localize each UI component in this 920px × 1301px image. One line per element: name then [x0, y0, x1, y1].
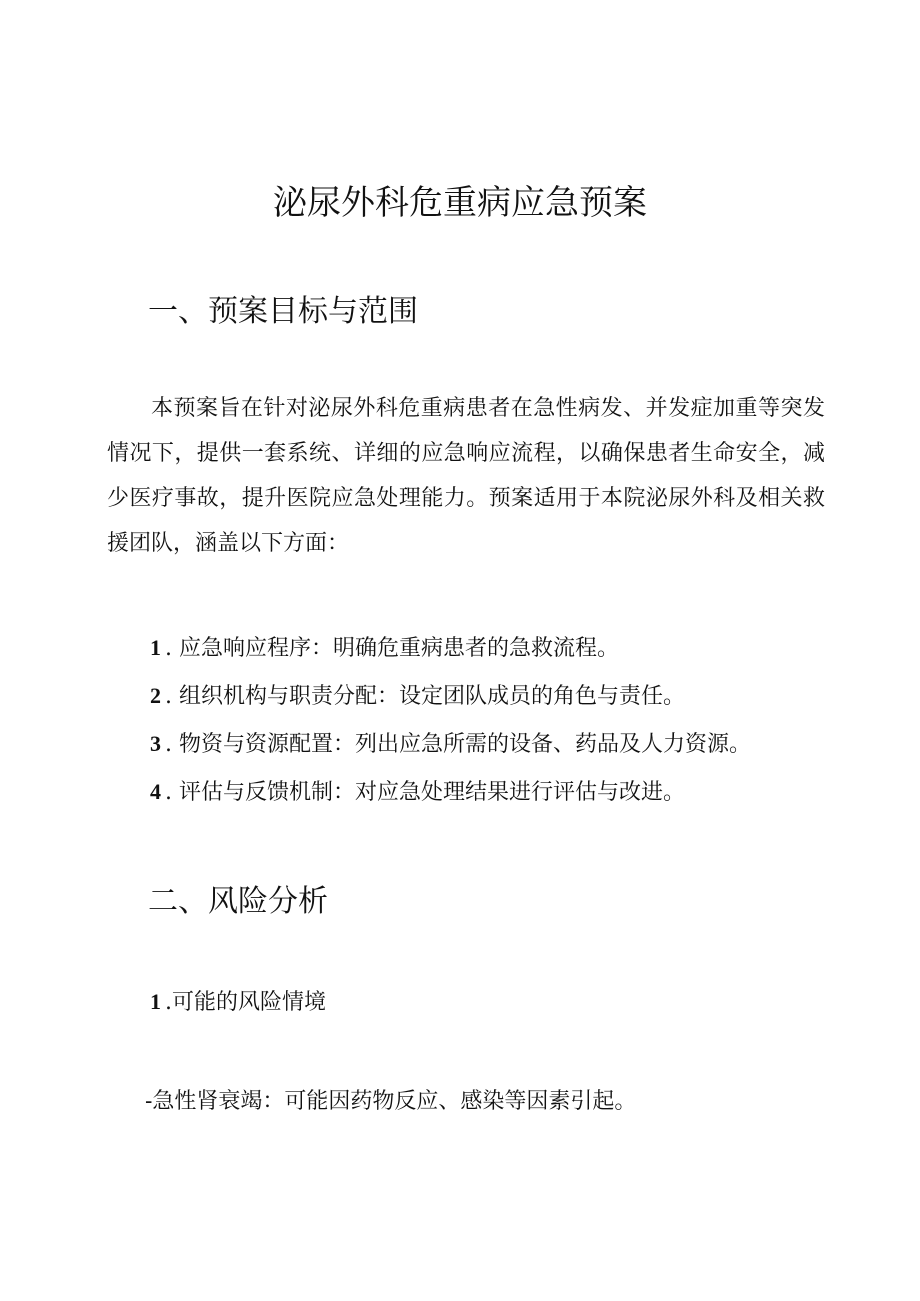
document-title: 泌尿外科危重病应急预案	[273, 183, 647, 223]
risk-subheading	[150, 980, 326, 1025]
section-paragraph-intro: 本预案旨在针对泌尿外科危重病患者在急性病发、并发症加重等突发情况下，提供一套系统、详细的应急响应流程，以确保患者生命安全，减少医疗事故，提升医院应急处理能力。预案适用于本院泌尿外科及相关救援团队，涵盖以下方面：	[107, 396, 825, 556]
list-item-number: 2	[150, 683, 161, 708]
scope-list	[150, 624, 751, 816]
section-heading-goals: 一、预案目标与范围	[148, 294, 418, 329]
list-item-text: . 应急响应程序：明确危重病患者的急救流程。	[165, 636, 619, 661]
list-item	[150, 720, 751, 768]
list-item-text: . 组织机构与职责分配：设定团队成员的角色与责任。	[165, 684, 685, 709]
list-item	[150, 768, 751, 816]
list-item	[150, 672, 751, 720]
risk-subheading-number: 1	[150, 989, 161, 1014]
list-item-text: . 物资与资源配置：列出应急所需的设备、药品及人力资源。	[165, 732, 751, 757]
list-item-text: . 评估与反馈机制：对应急处理结果进行评估与改进。	[165, 780, 685, 805]
risk-item-renal-failure: -急性肾衰竭：可能因药物反应、感染等因素引起。	[145, 1089, 637, 1114]
list-item-number: 3	[150, 731, 161, 756]
list-item-number: 4	[150, 779, 161, 804]
risk-subheading-text: .可能的风险情境	[165, 990, 326, 1015]
list-item	[150, 624, 751, 672]
list-item-number: 1	[150, 635, 161, 660]
section-heading-risk: 二、风险分析	[148, 884, 328, 919]
